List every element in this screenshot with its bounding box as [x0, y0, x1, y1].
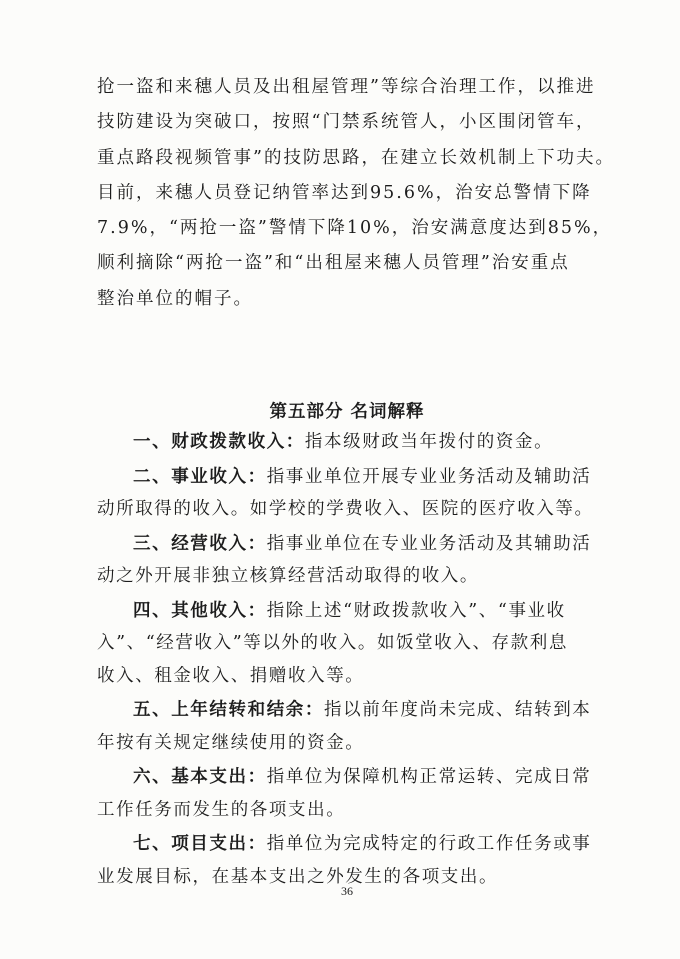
- definition-continuation: 动所取得的收入。如学校的学费收入、医院的医疗收入等。: [97, 499, 594, 519]
- definition-text: 指单位为完成特定的行政工作任务或事: [266, 834, 592, 854]
- intro-line: 7.9%，“两抢一盗”警情下降10%，治安满意度达到85%，: [97, 218, 613, 239]
- definition-continuation: 入”、“经营收入”等以外的收入。如饭堂收入、存款利息: [97, 633, 568, 653]
- page-number: 36: [341, 884, 353, 898]
- definition-first-line: [97, 828, 592, 861]
- section-title: 第五部分 名词解释: [269, 402, 425, 422]
- definition-item: [97, 426, 579, 459]
- definition-term: 六、基本支出：: [133, 767, 267, 787]
- definition-continuation: 年按有关规定继续使用的资金。: [97, 732, 365, 753]
- definition-text: 指本级财政当年拨付的资金。: [304, 432, 554, 452]
- intro-paragraph: [97, 70, 615, 317]
- definition-text: 指事业单位开展专业业务活动及辅助活: [266, 466, 592, 487]
- definition-term: 二、事业收入：: [133, 466, 267, 487]
- intro-line: 顺利摘除“两抢一盗”和“出租屋来穗人员管理”治安重点: [97, 253, 570, 274]
- definition-continuation: 收入、租金收入、捐赠收入等。: [97, 665, 365, 686]
- definition-item: [97, 528, 592, 593]
- definition-term: 三、经营收入：: [133, 533, 267, 554]
- definition-first-line: [97, 426, 579, 459]
- definition-term: 七、项目支出：: [133, 834, 267, 854]
- definition-continuation: 业发展目标，在基本支出之外发生的各项支出。: [97, 866, 499, 887]
- definition-text: 指单位为保障机构正常运转、完成日常: [266, 767, 592, 787]
- definition-text: 指除上述“财政拨款收入”、“事业收: [266, 600, 566, 621]
- definition-term: 一、财政拨款收入：: [133, 432, 305, 452]
- definition-term: 五、上年结转和结余：: [133, 700, 324, 720]
- definition-continuation: 工作任务而发生的各项支出。: [97, 799, 346, 820]
- definition-text: 指事业单位在专业业务活动及其辅助活: [266, 533, 592, 554]
- definition-item: [97, 694, 592, 759]
- definition-first-line: [97, 694, 592, 727]
- definition-continuation: 动之外开展非独立核算经营活动取得的收入。: [97, 566, 479, 586]
- intro-line: 技防建设为突破口，按照“门禁系统管人，小区围闭管车，: [97, 112, 596, 133]
- intro-line: 重点路段视频管事”的技防思路，在建立长效机制上下功夫。: [97, 147, 615, 168]
- definitions-list: [97, 426, 594, 895]
- definition-first-line: [97, 461, 592, 494]
- definition-first-line: [97, 528, 592, 561]
- definition-first-line: [97, 761, 592, 794]
- intro-line: 整治单位的帽子。: [97, 288, 253, 309]
- definition-item: [97, 595, 579, 693]
- intro-line: 目前，来穗人员登记纳管率达到95.6%，治安总警情下降: [97, 182, 592, 203]
- definition-text: 指以前年度尚未完成、结转到本: [324, 700, 592, 720]
- intro-line: 抢一盗和来穗人员及出租屋管理”等综合治理工作，以推进: [97, 77, 596, 97]
- definition-item: [97, 761, 592, 826]
- definition-term: 四、其他收入：: [133, 600, 267, 621]
- definition-item: [97, 461, 594, 526]
- definition-first-line: [97, 595, 579, 628]
